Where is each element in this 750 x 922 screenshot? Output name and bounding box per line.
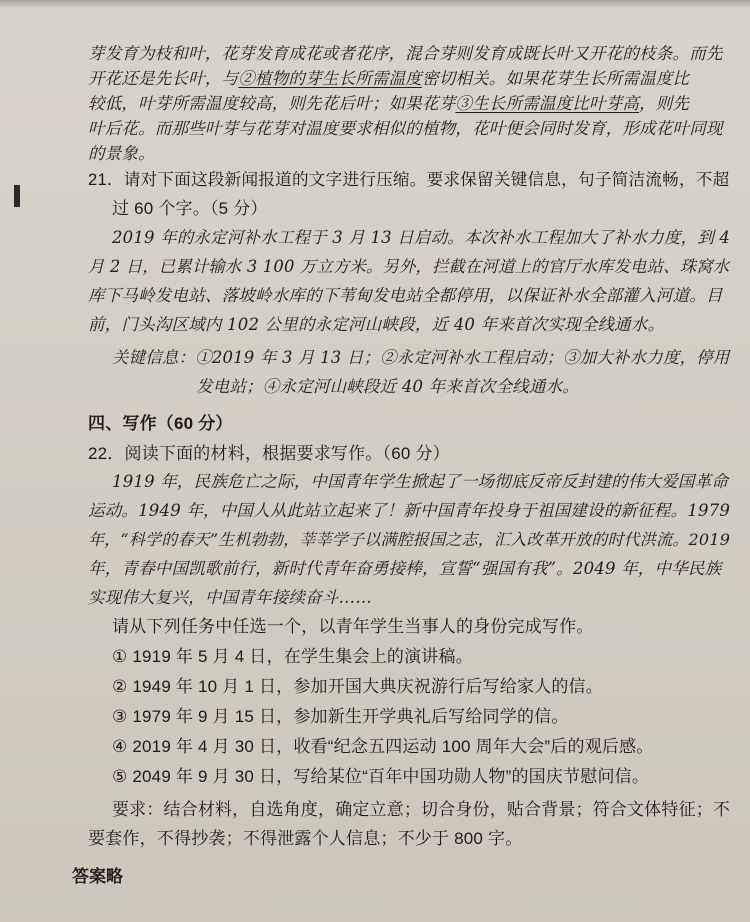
q22-task-intro: 请从下列任务中任选一个，以青年学生当事人的身份完成写作。 — [112, 617, 594, 636]
passage-line-2-pre: 开花还是先长叶，与 — [88, 69, 239, 88]
q22-task-2: ② 1949 年 10 月 1 日，参加开国大典庆祝游行后写给家人的信。 — [112, 677, 603, 696]
q22-requirements-line-2: 要套作，不得抄袭；不得泄露个人信息；不少于 800 字。 — [88, 829, 523, 848]
q21-news-line-2: 月 2 日，已累计输水 3 100 万立方米。另外，拦截在河道上的官厅水库发电站、珠窝水 — [88, 257, 730, 276]
passage-line-3 — [88, 92, 689, 116]
q22-task-4: ④ 2019 年 4 月 30 日，收看“纪念五四运动 100 周年大会”后的观后感。 — [112, 737, 654, 756]
q21-answer-line-2: 发电站；④永定河山峡段近 40 年来首次全线通水。 — [196, 377, 579, 396]
q22-requirements-line-1: 要求：结合材料，自选角度，确定立意；切合身份，贴合背景；符合文体特征；不 — [112, 800, 731, 819]
passage-line-2 — [88, 67, 689, 91]
answer-omitted-label: 答案略 — [72, 867, 123, 887]
q22-task-1: ① 1919 年 5 月 4 日，在学生集会上的演讲稿。 — [112, 647, 473, 666]
q21-answer-line-1: 关键信息：①2019 年 3 月 13 日；②永定河补水工程启动；③加大补水力度，停用 — [112, 348, 730, 367]
section-4-title: 四、写作（60 分） — [88, 414, 233, 433]
passage-line-5: 的景象。 — [88, 144, 155, 163]
q22-material-line-3: 年，“科学的春天”生机勃勃，莘莘学子以满腔报国之志，汇入改革开放的时代洪流。2019 — [88, 530, 731, 549]
q21-prompt-line-2: 过 60 个字。（5 分） — [112, 199, 268, 218]
answer-blank-3: ③生长所需温度比叶芽高 — [455, 94, 640, 113]
passage-line-3-pre: 较低，叶芽所需温度较高，则先花后叶；如果花芽 — [88, 94, 456, 113]
q22-material-line-1: 1919 年，民族危亡之际，中国青年学生掀起了一场彻底反帝反封建的伟大爱国革命 — [112, 472, 729, 491]
passage-line-2-post: 密切相关。如果花芽生长所需温度比 — [422, 69, 690, 88]
q21-prompt-line-1: 21．请对下面这段新闻报道的文字进行压缩。要求保留关键信息，句子简洁流畅，不超 — [88, 170, 730, 189]
q21-news-line-1: 2019 年的永定河补水工程于 3 月 13 日启动。本次补水工程加大了补水力度，到 4 — [112, 228, 731, 247]
answer-blank-2: ②植物的芽生长所需温度 — [238, 69, 423, 88]
passage-line-1: 芽发育为枝和叶，花芽发育成花或者花序，混合芽则发育成既长叶又开花的枝条。而先 — [88, 44, 723, 63]
passage-line-4: 叶后花。而那些叶芽与花芽对温度要求相似的植物，花叶便会同时发育，形成花叶同现 — [88, 119, 723, 138]
q22-material-line-2: 运动。1949 年，中国人从此站立起来了！新中国青年投身于祖国建设的新征程。1979 — [88, 501, 731, 520]
passage-line-3-post: ，则先 — [639, 94, 690, 113]
q21-news-line-4: 前，门头沟区域内 102 公里的永定河山峡段，近 40 年来首次实现全线通水。 — [88, 315, 665, 334]
q22-task-5: ⑤ 2049 年 9 月 30 日，写给某位“百年中国功勋人物”的国庆节慰问信。 — [112, 767, 650, 786]
q22-material-line-4: 年，青春中国凯歌前行，新时代青年奋勇接棒，宣誓“强国有我”。2049 年，中华民族 — [88, 559, 722, 578]
q22-prompt: 22．阅读下面的材料，根据要求写作。（60 分） — [88, 444, 450, 463]
q21-news-line-3: 库下马岭发电站、落坡岭水库的下苇甸发电站全都停用，以保证补水全部灌入河道。目 — [88, 286, 723, 305]
q22-task-3: ③ 1979 年 9 月 15 日，参加新生开学典礼后写给同学的信。 — [112, 707, 569, 726]
q22-material-line-5: 实现伟大复兴，中国青年接续奋斗…… — [88, 588, 372, 607]
